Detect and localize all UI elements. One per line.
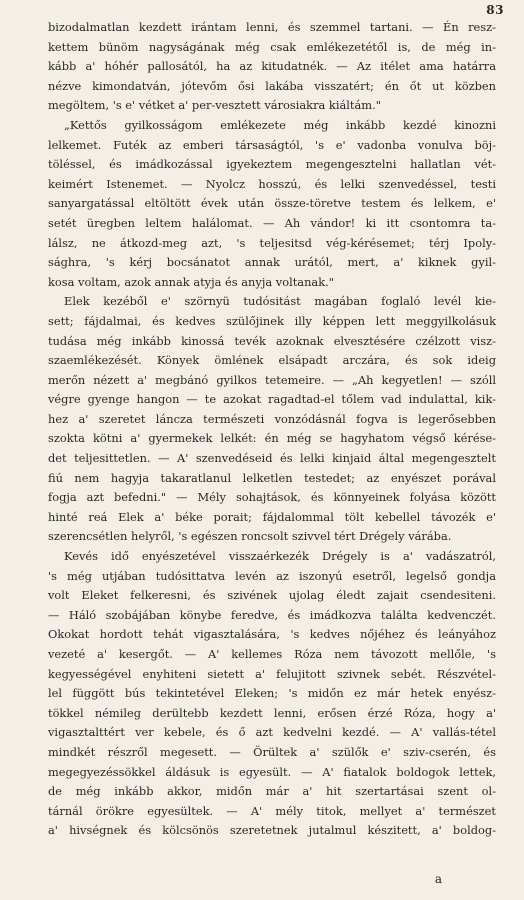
text-line: kább a' hóhér pallosától, ha az kitudatnék. — Az itélet ama határra — [48, 59, 496, 74]
text-line: volt Eleket felkeresni, és szivének ujolag éledt zajait csendesiteni. — [48, 588, 496, 603]
text-line: fogja azt befedni." — Mély sohajtások, és könnyeinek folyása között — [48, 490, 496, 505]
text-line: kosa voltam, azok annak atyja és anyja voltanak." — [48, 274, 334, 289]
text-line: lelkemet. Futék az emberi társaságtól, 's e' vadonba vonulva böj- — [48, 137, 496, 152]
text-line: setét üregben leltem halálomat. — Ah vándor! ki itt csontomra ta- — [48, 215, 496, 230]
text-line: Okokat hordott tehát vigasztalására, 's kedves nőjéhez és leányához — [48, 627, 496, 642]
page-number: 83 — [486, 3, 504, 17]
text-line: szerencsétlen helyről, 's egészen roncsolt szivvel tért Drégely várába. — [48, 529, 452, 544]
text-line: Elek kezéből e' szörnyü tudósitást magában foglaló levél kie- — [64, 294, 496, 309]
text-line: végre gyenge hangon — te azokat ragadtad-el tőlem vad indulattal, kik- — [48, 392, 496, 407]
text-line: szokta kötni a' gyermekek lelkét: én még se hagyhatom végső kérése- — [48, 431, 496, 446]
text-line: mindkét részről megesett. — Örültek a' szülők e' sziv-cserén, és — [48, 744, 496, 759]
text-line: sághra, 's kérj bocsánatot annak urától, mert, a' kiknek gyil- — [48, 255, 496, 270]
text-line: vezeté a' kesergőt. — A' kellemes Róza nem távozott mellőle, 's — [48, 647, 496, 661]
text-line: kettem bünöm nagyságának még csak emlékezetétől is, de még in- — [48, 39, 496, 54]
text-line: „Kettős gyilkosságom emlékezete még inkább kezdé kinozni — [64, 117, 496, 132]
text-line: sett; fájdalmai, és kedves szülőjinek illy képpen lett meggyilkolásuk — [48, 313, 496, 328]
text-line: Kevés idő enyészetével visszaérkezék Drégely is a' vadászatról, — [64, 549, 496, 564]
text-line: szaemlékezését. Könyek ömlének elsápadt arczára, és sok ideig — [48, 353, 496, 368]
text-line: kegyességével enyhiteni sietett a' felujitott szivnek sebét. Részvétel- — [48, 666, 496, 681]
text-line: megöltem, 's e' vétket a' per-vesztett városiakra kiáltám." — [48, 98, 381, 113]
text-line: fiú nem hagyja takaratlanul lelketlen testedet; az enyészet porával — [48, 470, 496, 485]
text-line: lálsz, ne átkozd-meg azt, 's teljesitsd vég-kérésemet; térj Ipoly- — [48, 235, 496, 250]
text-line: tökkel némileg derültebb kezdett lenni, erősen érzé Róza, hogy a' — [48, 705, 496, 720]
text-line: hez a' szeretet láncza természeti vonzódásnál fogva is legerősebben — [48, 411, 496, 426]
text-line: nézve kimondatván, jótevőm ősi lakába visszatért; én őt ut közben — [48, 78, 496, 93]
text-line: töléssel, és imádkozással igyekeztem megengesztelni hallatlan vét- — [48, 157, 496, 172]
text-line: det teljesittetlen. — A' szenvedéseid és lelki kinjaid által megengesztelt — [48, 451, 496, 466]
text-line: merőn nézett a' megbánó gyilkos tetemeire. — „Ah kegyetlen! — szóll — [48, 372, 496, 387]
text-line: bizodalmatlan kezdett irántam lenni, és szemmel tartani. — Én resz- — [48, 20, 496, 34]
text-line: de még inkább akkor, midőn már a' hit szertartásai szent ol- — [48, 784, 496, 799]
signature-mark: a — [434, 872, 442, 886]
text-line: tudása még inkább kinossá tevék azoknak elvesztésére czélzott visz- — [48, 333, 496, 348]
text-line: a' hivségnek és kölcsönös szeretetnek jutalmul készitett, a' boldog- — [48, 823, 496, 838]
text-line: 's még utjában tudósittatva levén az iszonyú esetről, legelső gondja — [48, 568, 496, 583]
text-line: — Háló szobájában könybe feredve, és imádkozva találta kedvenczét. — [48, 607, 496, 622]
text-line: megegyezéssökkel áldásuk is egyesült. — A' fiatalok boldogok lettek, — [48, 764, 496, 779]
body-text — [48, 18, 496, 841]
text-line: lel függött bús tekintetével Eleken; 's midőn ez már hetek enyész- — [48, 686, 496, 701]
text-line: hinté reá Elek a' béke porait; fájdalommal tölt kebellel távozék e' — [48, 509, 496, 524]
text-line: vigasztalttért ver kebele, és ő azt kedvelni kezdé. — A' vallás-tétel — [48, 725, 496, 740]
text-line: tárnál örökre egyesültek. — A' mély titok, mellyet a' természet — [48, 803, 496, 818]
text-line: sanyargatással eltöltött évek után össze-töretve testem és lelkem, e' — [48, 196, 496, 211]
text-line: keimért Istenemet. — Nyolcz hosszú, és lelki szenvedéssel, testi — [48, 176, 496, 191]
